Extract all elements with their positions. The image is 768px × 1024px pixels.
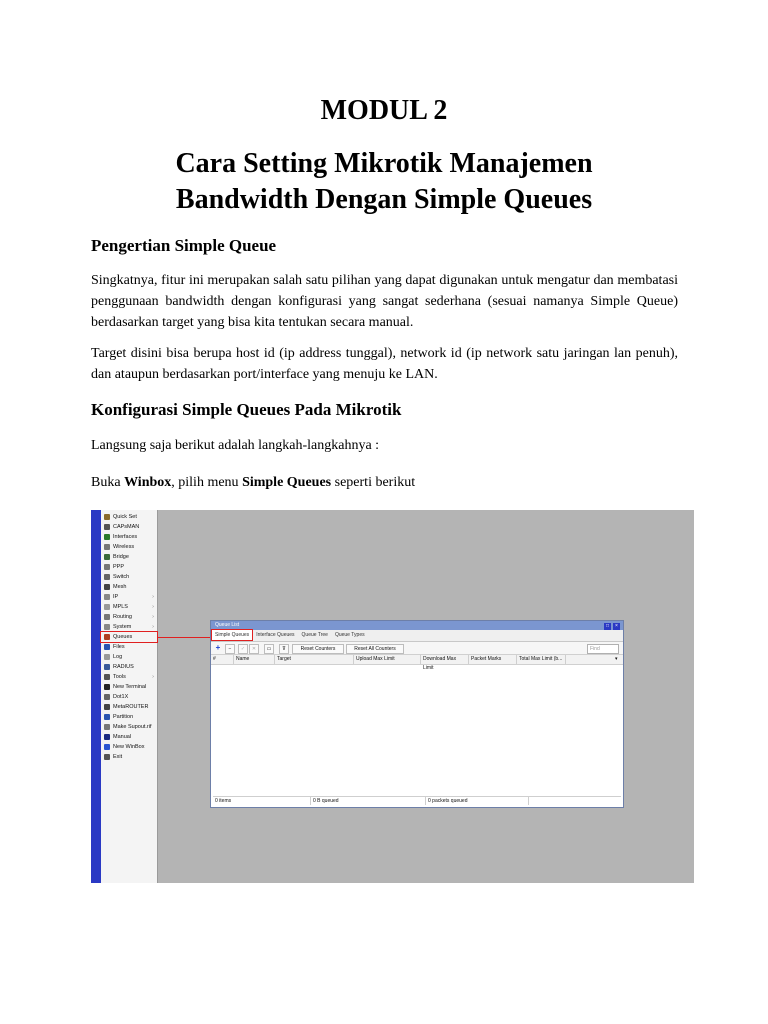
menu-item-label: Manual	[113, 734, 132, 740]
tools-icon	[104, 674, 110, 680]
menu-item-new-terminal[interactable]	[101, 682, 157, 692]
reset-counters-button[interactable]: Reset Counters	[292, 644, 344, 654]
para4-text: seperti berikut	[331, 475, 416, 490]
col-name[interactable]: Name	[234, 655, 275, 664]
menu-item-label: MPLS	[113, 604, 128, 610]
status-packets-queued: 0 packets queued	[426, 797, 529, 805]
files-icon	[104, 644, 110, 650]
menu-item-label: Tools	[113, 674, 126, 680]
interfaces-icon	[104, 534, 110, 540]
status-bytes-queued: 0 B queued	[311, 797, 426, 805]
winbox-bold: Winbox	[124, 475, 172, 490]
menu-item-partition[interactable]	[101, 712, 157, 722]
menu-item-label: Quick Set	[113, 514, 137, 520]
menu-item-wireless[interactable]	[101, 542, 157, 552]
ppp-icon	[104, 564, 110, 570]
maximize-icon[interactable]: □	[605, 623, 610, 629]
simple-queues-bold: Simple Queues	[242, 475, 332, 490]
menu-item-make-supout-rif[interactable]	[101, 722, 157, 732]
submenu-arrow-icon: ›	[152, 614, 154, 620]
find-input[interactable]: Find	[587, 644, 619, 654]
capsman-icon	[104, 524, 110, 530]
queues-icon	[104, 634, 110, 640]
para4-text: , pilih menu	[171, 475, 243, 490]
section-heading-konfigurasi: Konfigurasi Simple Queues Pada Mikrotik	[91, 400, 402, 419]
submenu-arrow-icon: ›	[152, 604, 154, 610]
menu-item-radius[interactable]	[101, 662, 157, 672]
subtitle-line-1: Cara Setting Mikrotik Manajemen	[175, 148, 593, 179]
menu-item-label: Bridge	[113, 554, 129, 560]
tab-queue-types[interactable]: Queue Types	[334, 632, 365, 638]
partition-icon	[104, 714, 110, 720]
submenu-arrow-icon: ›	[152, 674, 154, 680]
col-download-max-limit[interactable]: Download Max Limit	[421, 655, 469, 664]
menu-item-bridge[interactable]	[101, 552, 157, 562]
filter-icon[interactable]: ⊽	[279, 644, 289, 654]
menu-item-queues[interactable]	[101, 632, 157, 642]
menu-item-label: CAPsMAN	[113, 524, 140, 530]
supout-icon	[104, 724, 110, 730]
menu-item-manual[interactable]	[101, 732, 157, 742]
menu-item-system[interactable]	[101, 622, 157, 632]
routing-icon	[104, 614, 110, 620]
menu-item-label: New Terminal	[113, 684, 147, 690]
queue-tabs	[211, 630, 623, 642]
table-header	[211, 655, 623, 671]
switch-icon	[104, 574, 110, 580]
comment-icon[interactable]: ▭	[264, 644, 274, 654]
menu-item-log[interactable]	[101, 652, 157, 662]
add-icon[interactable]: +	[215, 643, 221, 652]
menu-item-label: Exit	[113, 754, 123, 760]
terminal-icon	[104, 684, 110, 690]
quick-set-icon	[104, 514, 110, 520]
queue-toolbar	[211, 642, 623, 655]
menu-item-label: Queues	[113, 634, 133, 640]
winbox-side-strip	[91, 510, 101, 883]
column-chooser-icon[interactable]: ▾	[615, 656, 618, 662]
menu-item-label: Wireless	[113, 544, 135, 550]
winbox-menu	[101, 510, 158, 883]
remove-icon[interactable]: −	[225, 644, 235, 654]
submenu-arrow-icon: ›	[152, 594, 154, 600]
menu-item-label: Files	[113, 644, 125, 650]
col-total-max-limit[interactable]: Total Max Limit (b...	[517, 655, 566, 664]
menu-item-label: PPP	[113, 564, 125, 570]
menu-item-quick-set[interactable]	[101, 512, 157, 522]
col-number[interactable]: #	[211, 655, 234, 664]
close-icon[interactable]: ×	[613, 623, 620, 630]
menu-item-label: System	[113, 624, 132, 630]
menu-item-interfaces[interactable]	[101, 532, 157, 542]
new-winbox-icon	[104, 744, 110, 750]
queue-list-window	[210, 620, 624, 808]
page-subtitle	[0, 146, 768, 218]
paragraph-1: Singkatnya, fitur ini merupakan salah satu pilihan yang dapat digunakan untuk mengatur dan membatasi penggunaan bandwidth dengan konfigurasi yang sangat sederhana (sesuai namanya Simple Queue) berdasarkan target yang bisa kita tentukan secara manual.	[91, 273, 678, 330]
menu-item-mesh[interactable]	[101, 582, 157, 592]
log-icon	[104, 654, 110, 660]
menu-item-label: Mesh	[113, 584, 127, 590]
section-heading-pengertian: Pengertian Simple Queue	[91, 236, 277, 255]
para4-text: Buka	[91, 475, 125, 490]
menu-item-switch[interactable]	[101, 572, 157, 582]
menu-item-routing[interactable]	[101, 612, 157, 622]
winbox-screenshot	[91, 510, 694, 883]
menu-item-exit[interactable]	[101, 752, 157, 762]
menu-item-mpls[interactable]	[101, 602, 157, 612]
window-titlebar	[211, 621, 623, 630]
menu-item-tools[interactable]	[101, 672, 157, 682]
mpls-icon	[104, 604, 110, 610]
system-icon	[104, 624, 110, 630]
status-bar	[213, 796, 621, 805]
col-target[interactable]: Target	[275, 655, 354, 664]
enable-icon[interactable]: ✓	[238, 644, 248, 654]
menu-item-files[interactable]	[101, 642, 157, 652]
paragraph-3: Langsung saja berikut adalah langkah-langkahnya :	[91, 438, 380, 453]
menu-item-dot1x[interactable]	[101, 692, 157, 702]
submenu-arrow-icon: ›	[152, 624, 154, 630]
wireless-icon	[104, 544, 110, 550]
menu-item-label: Log	[113, 654, 123, 660]
subtitle-line-2: Bandwidth Dengan Simple Queues	[175, 184, 593, 215]
tab-simple-queues[interactable]: Simple Queues	[212, 630, 252, 640]
menu-item-label: Switch	[113, 574, 130, 580]
menu-item-label: Interfaces	[113, 534, 138, 540]
paragraph-4	[91, 472, 678, 493]
mesh-icon	[104, 584, 110, 590]
annotation-arrow-line	[157, 637, 210, 638]
menu-item-label: Make Supout.rif	[113, 724, 152, 730]
ip-icon	[104, 594, 110, 600]
page-title: MODUL 2	[320, 95, 448, 126]
menu-item-label: New WinBox	[113, 744, 145, 750]
reset-all-counters-button[interactable]: Reset All Counters	[346, 644, 404, 654]
manual-icon	[104, 734, 110, 740]
tab-queue-tree[interactable]: Queue Tree	[301, 632, 328, 638]
menu-item-metarouter[interactable]	[101, 702, 157, 712]
menu-item-label: MetaROUTER	[113, 704, 149, 710]
menu-item-label: Routing	[113, 614, 132, 620]
menu-item-ip[interactable]	[101, 592, 157, 602]
status-items: 0 items	[213, 797, 311, 805]
window-title: Queue List	[215, 622, 240, 628]
menu-item-new-winbox[interactable]	[101, 742, 157, 752]
col-upload-max-limit[interactable]: Upload Max Limit	[354, 655, 421, 664]
menu-item-capsman[interactable]	[101, 522, 157, 532]
menu-item-label: RADIUS	[113, 664, 134, 670]
disable-icon[interactable]: ✕	[249, 644, 259, 654]
menu-item-ppp[interactable]	[101, 562, 157, 572]
tab-interface-queues[interactable]: Interface Queues	[256, 632, 295, 638]
bridge-icon	[104, 554, 110, 560]
exit-icon	[104, 754, 110, 760]
col-packet-marks[interactable]: Packet Marks	[469, 655, 517, 664]
menu-item-label: Partition	[113, 714, 134, 720]
menu-item-label: IP	[113, 594, 119, 600]
metarouter-icon	[104, 704, 110, 710]
radius-icon	[104, 664, 110, 670]
paragraph-2: Target disini bisa berupa host id (ip address tunggal), network id (ip network satu jaringan lan penuh), dan ataupun berdasarkan port/interface yang menuju ke LAN.	[91, 346, 678, 382]
menu-item-label: Dot1X	[113, 694, 129, 700]
dot1x-icon	[104, 694, 110, 700]
